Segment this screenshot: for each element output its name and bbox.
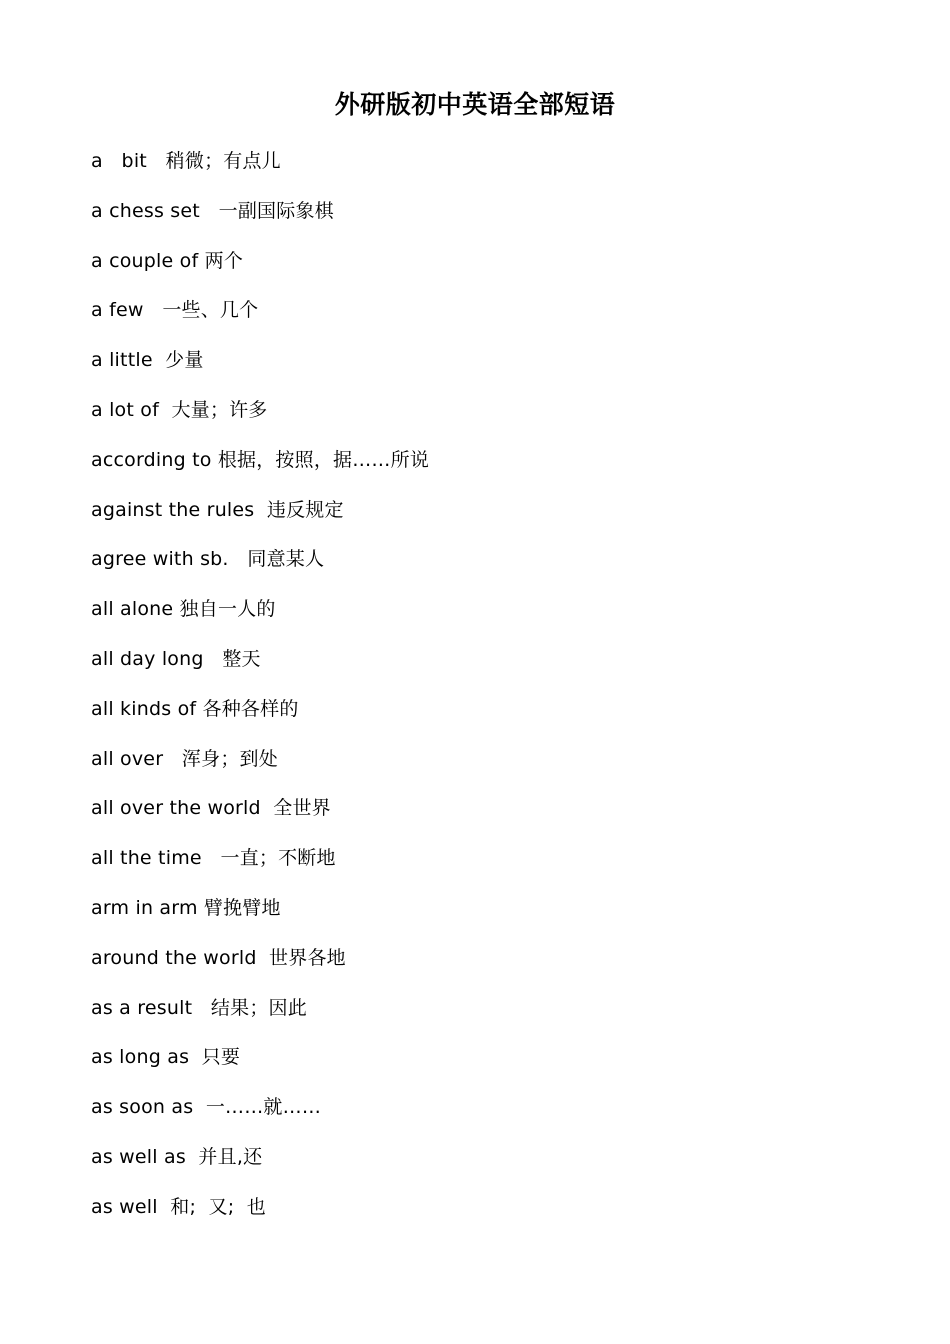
phrase-item: as soon as 一……就…… (91, 1096, 322, 1119)
phrase-item: a little 少量 (91, 349, 204, 372)
phrase-item: a few 一些、几个 (91, 299, 259, 322)
phrase-item: all over the world 全世界 (91, 797, 331, 820)
phrase-item: as well as 并且,还 (91, 1145, 263, 1168)
phrase-item: agree with sb. 同意某人 (91, 548, 325, 571)
phrase-item: a lot of 大量；许多 (91, 398, 268, 421)
phrase-item: all kinds of 各种各样的 (91, 697, 299, 720)
phrase-item: all day long 整天 (91, 647, 261, 670)
phrase-item: a bit 稍微；有点儿 (91, 150, 281, 172)
document-title: 外研版初中英语全部短语 (334, 90, 616, 119)
phrase-item: as long as 只要 (91, 1046, 241, 1069)
phrase-item: against the rules 违反规定 (91, 498, 344, 521)
phrase-item: all alone 独自一人的 (91, 598, 276, 621)
phrase-list (91, 145, 911, 1241)
phrase-item: around the world 世界各地 (91, 946, 346, 969)
phrase-item: all over 浑身；到处 (91, 747, 278, 770)
phrase-item: arm in arm 臂挽臂地 (91, 896, 281, 919)
phrase-item: all the time 一直；不断地 (91, 847, 336, 870)
phrase-item: as a result 结果；因此 (91, 996, 307, 1019)
phrase-item: according to 根据，按照，据……所说 (91, 448, 430, 471)
phrase-item: as well 和; 又; 也 (91, 1195, 267, 1218)
phrase-item: a couple of 两个 (91, 249, 244, 272)
phrase-item: a chess set 一副国际象棋 (91, 199, 334, 222)
